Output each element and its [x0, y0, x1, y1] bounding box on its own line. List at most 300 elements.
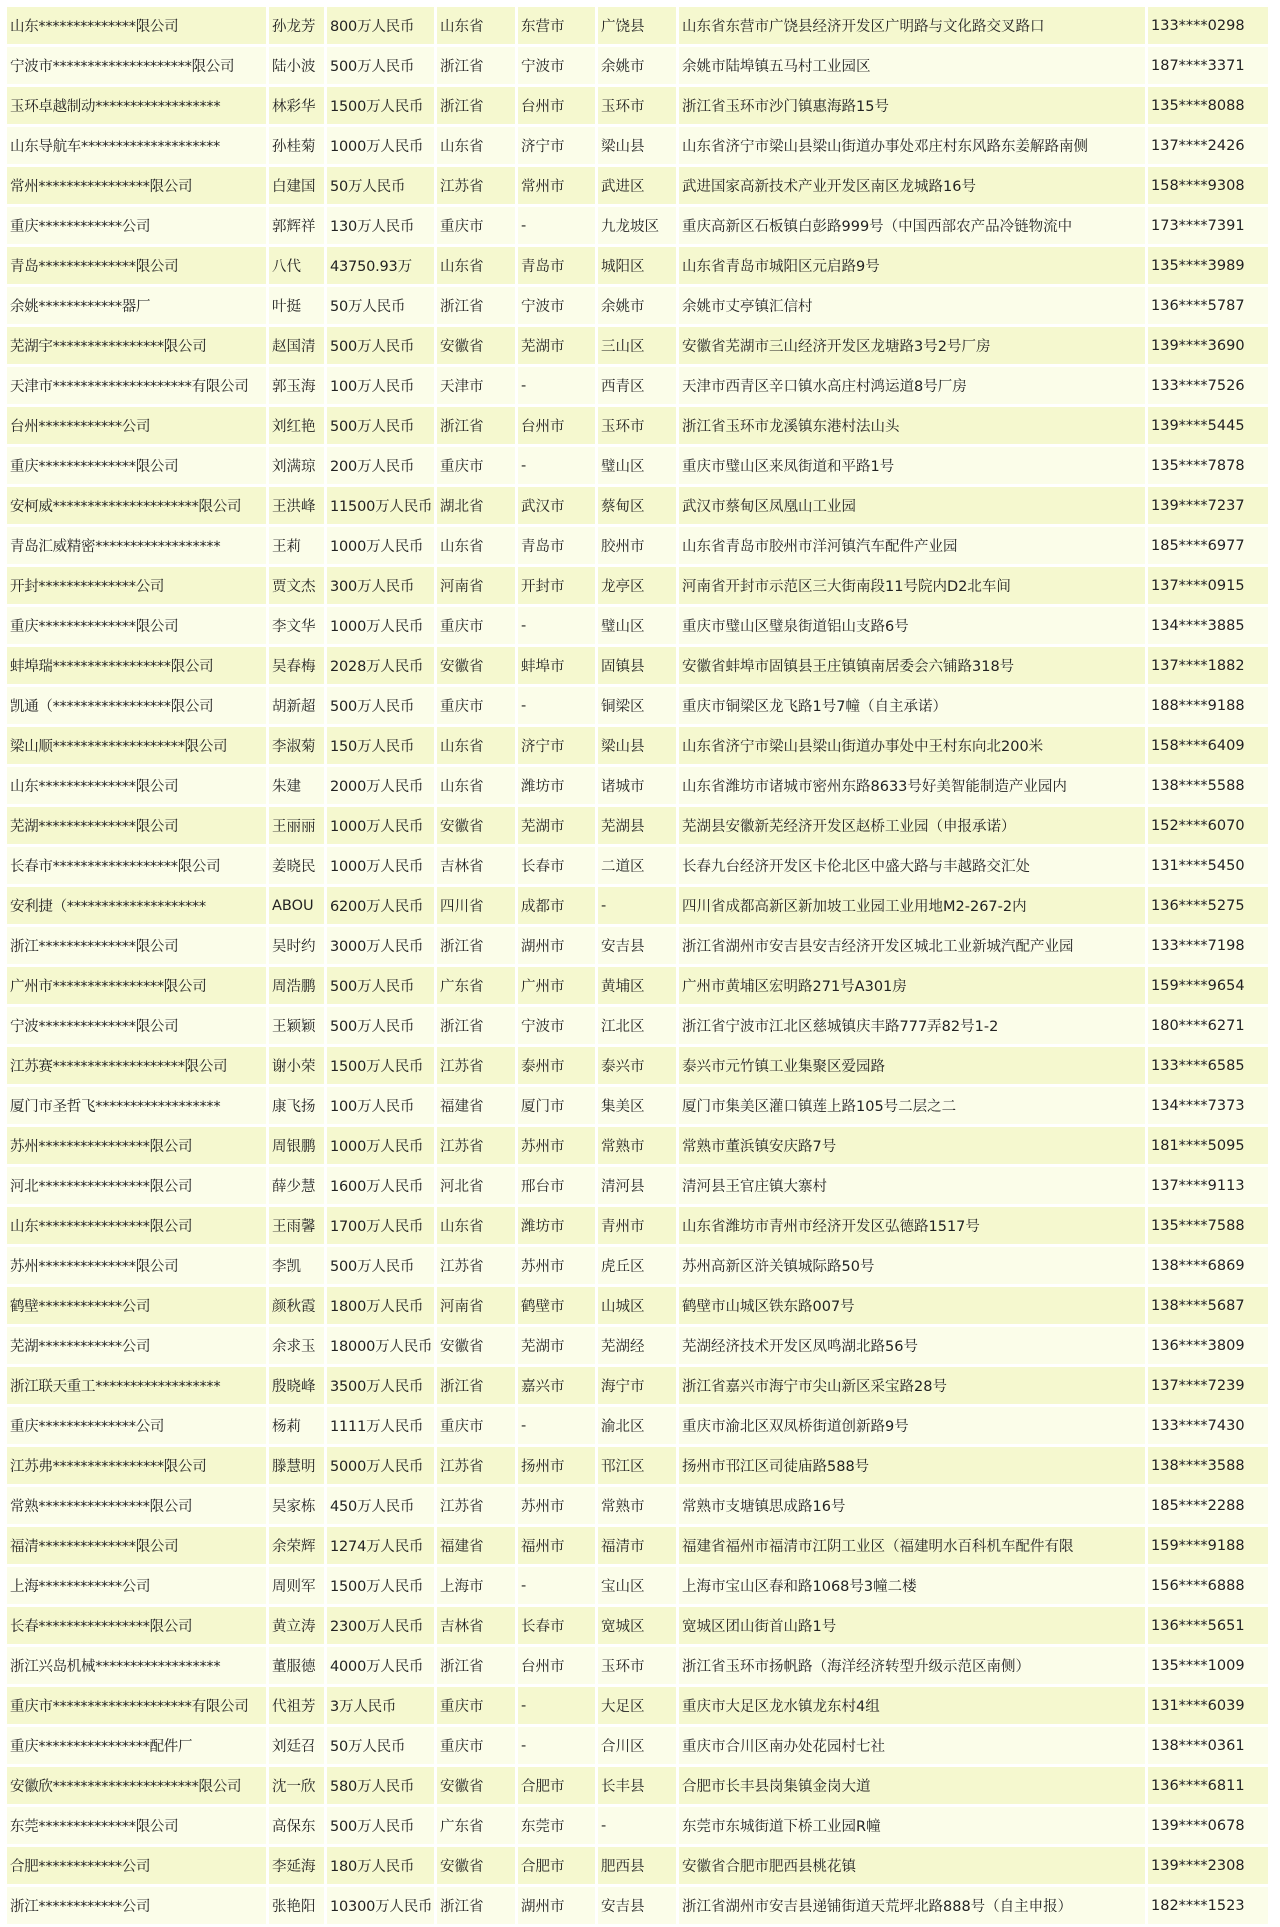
legal-person-cell: 薛少慧	[269, 1167, 324, 1204]
address-cell: 重庆市渝北区双凤桥街道创新路9号	[679, 1407, 1145, 1444]
district-cell: 武进区	[598, 167, 676, 204]
phone-cell: 137****0915	[1148, 567, 1268, 604]
address-cell: 浙江省玉环市沙门镇惠海路15号	[679, 87, 1145, 124]
company-cell: 青岛汇威精密******************	[7, 527, 266, 564]
table-row	[7, 447, 1268, 484]
district-cell: 三山区	[598, 327, 676, 364]
legal-person-cell: 叶挺	[269, 287, 324, 324]
address-cell: 东莞市东城街道下桥工业园R幢	[679, 1807, 1145, 1844]
district-cell: 青州市	[598, 1207, 676, 1244]
city-cell: 长春市	[518, 1607, 595, 1644]
phone-cell: 135****1009	[1148, 1647, 1268, 1684]
registered-capital-cell: 2028万人民币	[327, 647, 434, 684]
legal-person-cell: 杨莉	[269, 1407, 324, 1444]
phone-cell: 136****5651	[1148, 1607, 1268, 1644]
table-row	[7, 1287, 1268, 1324]
table-row	[7, 487, 1268, 524]
company-cell: 芜湖宇****************限公司	[7, 327, 266, 364]
table-row	[7, 887, 1268, 924]
table-body	[7, 7, 1268, 1924]
legal-person-cell: 王洪峰	[269, 487, 324, 524]
company-cell: 山东导航车********************	[7, 127, 266, 164]
registered-capital-cell: 2000万人民币	[327, 767, 434, 804]
registered-capital-cell: 500万人民币	[327, 47, 434, 84]
phone-cell: 138****5687	[1148, 1287, 1268, 1324]
registered-capital-cell: 3500万人民币	[327, 1367, 434, 1404]
company-cell: 芜湖************公司	[7, 1327, 266, 1364]
province-cell: 山东省	[437, 127, 515, 164]
province-cell: 山东省	[437, 767, 515, 804]
registered-capital-cell: 1500万人民币	[327, 1567, 434, 1604]
registered-capital-cell: 100万人民币	[327, 367, 434, 404]
registered-capital-cell: 1500万人民币	[327, 87, 434, 124]
phone-cell: 138****3588	[1148, 1447, 1268, 1484]
city-cell: 青岛市	[518, 247, 595, 284]
company-cell: 长春市******************限公司	[7, 847, 266, 884]
phone-cell: 134****3885	[1148, 607, 1268, 644]
address-cell: 天津市西青区辛口镇水高庄村鸿运道8号厂房	[679, 367, 1145, 404]
district-cell: 芜湖经	[598, 1327, 676, 1364]
city-cell: 苏州市	[518, 1247, 595, 1284]
province-cell: 江苏省	[437, 1127, 515, 1164]
table-row	[7, 1567, 1268, 1604]
city-cell: 台州市	[518, 1647, 595, 1684]
table-row	[7, 967, 1268, 1004]
legal-person-cell: 王雨馨	[269, 1207, 324, 1244]
city-cell: 厦门市	[518, 1087, 595, 1124]
company-cell: 台州************公司	[7, 407, 266, 444]
table-row	[7, 1767, 1268, 1804]
registered-capital-cell: 1274万人民币	[327, 1527, 434, 1564]
table-row	[7, 287, 1268, 324]
company-cell: 开封**************公司	[7, 567, 266, 604]
address-cell: 扬州市邗江区司徒庙路588号	[679, 1447, 1145, 1484]
registered-capital-cell: 2300万人民币	[327, 1607, 434, 1644]
legal-person-cell: 吴时约	[269, 927, 324, 964]
address-cell: 浙江省嘉兴市海宁市尖山新区采宝路28号	[679, 1367, 1145, 1404]
district-cell: 渝北区	[598, 1407, 676, 1444]
company-cell: 山东**************限公司	[7, 767, 266, 804]
address-cell: 余姚市陆埠镇五马村工业园区	[679, 47, 1145, 84]
city-cell: 湖州市	[518, 1887, 595, 1924]
address-cell: 重庆市璧山区来凤街道和平路1号	[679, 447, 1145, 484]
legal-person-cell: 黄立涛	[269, 1607, 324, 1644]
legal-person-cell: 李凯	[269, 1247, 324, 1284]
table-row	[7, 647, 1268, 684]
city-cell: 潍坊市	[518, 1207, 595, 1244]
registered-capital-cell: 500万人民币	[327, 1007, 434, 1044]
phone-cell: 131****6039	[1148, 1687, 1268, 1724]
city-cell: 潍坊市	[518, 767, 595, 804]
city-cell: 嘉兴市	[518, 1367, 595, 1404]
province-cell: 浙江省	[437, 1887, 515, 1924]
legal-person-cell: 李淑菊	[269, 727, 324, 764]
registered-capital-cell: 1000万人民币	[327, 1127, 434, 1164]
phone-cell: 138****0361	[1148, 1727, 1268, 1764]
district-cell: 固镇县	[598, 647, 676, 684]
province-cell: 重庆市	[437, 687, 515, 724]
address-cell: 重庆高新区石板镇白彭路999号（中国西部农产品冷链物流中	[679, 207, 1145, 244]
registered-capital-cell: 150万人民币	[327, 727, 434, 764]
legal-person-cell: 八代	[269, 247, 324, 284]
city-cell: 台州市	[518, 407, 595, 444]
company-cell: 长春****************限公司	[7, 1607, 266, 1644]
city-cell: -	[518, 367, 595, 404]
company-cell: 福清**************限公司	[7, 1527, 266, 1564]
registered-capital-cell: 6200万人民币	[327, 887, 434, 924]
province-cell: 江苏省	[437, 1247, 515, 1284]
company-cell: 厦门市圣哲飞******************	[7, 1087, 266, 1124]
company-cell: 重庆************公司	[7, 207, 266, 244]
province-cell: 四川省	[437, 887, 515, 924]
phone-cell: 138****6869	[1148, 1247, 1268, 1284]
district-cell: 铜梁区	[598, 687, 676, 724]
phone-cell: 133****0298	[1148, 7, 1268, 44]
district-cell: 大足区	[598, 1687, 676, 1724]
table-row	[7, 927, 1268, 964]
address-cell: 安徽省芜湖市三山经济开发区龙塘路3号2号厂房	[679, 327, 1145, 364]
district-cell: 龙亭区	[598, 567, 676, 604]
province-cell: 安徽省	[437, 807, 515, 844]
province-cell: 浙江省	[437, 407, 515, 444]
address-cell: 山东省潍坊市青州市经济开发区弘德路1517号	[679, 1207, 1145, 1244]
district-cell: 余姚市	[598, 287, 676, 324]
company-cell: 江苏赛*******************限公司	[7, 1047, 266, 1084]
table-row	[7, 567, 1268, 604]
table-row	[7, 727, 1268, 764]
legal-person-cell: 白建国	[269, 167, 324, 204]
registered-capital-cell: 450万人民币	[327, 1487, 434, 1524]
table-row	[7, 167, 1268, 204]
district-cell: 虎丘区	[598, 1247, 676, 1284]
phone-cell: 133****7526	[1148, 367, 1268, 404]
company-cell: 天津市********************有限公司	[7, 367, 266, 404]
district-cell: 璧山区	[598, 607, 676, 644]
company-cell: 芜湖**************限公司	[7, 807, 266, 844]
registered-capital-cell: 3000万人民币	[327, 927, 434, 964]
legal-person-cell: 吴家栋	[269, 1487, 324, 1524]
registered-capital-cell: 580万人民币	[327, 1767, 434, 1804]
phone-cell: 185****2288	[1148, 1487, 1268, 1524]
address-cell: 山东省潍坊市诸城市密州东路8633号好美智能制造产业园内	[679, 767, 1145, 804]
phone-cell: 158****6409	[1148, 727, 1268, 764]
table-row	[7, 687, 1268, 724]
address-cell: 芜湖经济技术开发区凤鸣湖北路56号	[679, 1327, 1145, 1364]
company-cell: 重庆**************限公司	[7, 607, 266, 644]
phone-cell: 159****9654	[1148, 967, 1268, 1004]
registered-capital-cell: 10300万人民币	[327, 1887, 434, 1924]
address-cell: 山东省济宁市梁山县梁山街道办事处中王村东向北200米	[679, 727, 1145, 764]
legal-person-cell: 王颖颖	[269, 1007, 324, 1044]
phone-cell: 135****3989	[1148, 247, 1268, 284]
phone-cell: 137****1882	[1148, 647, 1268, 684]
address-cell: 苏州高新区浒关镇城际路50号	[679, 1247, 1145, 1284]
company-cell: 合肥************公司	[7, 1847, 266, 1884]
province-cell: 河南省	[437, 567, 515, 604]
district-cell: 玉环市	[598, 1647, 676, 1684]
province-cell: 山东省	[437, 7, 515, 44]
city-cell: 宁波市	[518, 1007, 595, 1044]
legal-person-cell: 孙龙芳	[269, 7, 324, 44]
city-cell: -	[518, 1687, 595, 1724]
phone-cell: 139****7237	[1148, 487, 1268, 524]
city-cell: -	[518, 207, 595, 244]
company-cell: 苏州**************限公司	[7, 1247, 266, 1284]
registered-capital-cell: 800万人民币	[327, 7, 434, 44]
city-cell: 苏州市	[518, 1487, 595, 1524]
company-cell: 安徽欣*********************限公司	[7, 1767, 266, 1804]
registered-capital-cell: 130万人民币	[327, 207, 434, 244]
legal-person-cell: 李延海	[269, 1847, 324, 1884]
address-cell: 山东省济宁市梁山县梁山街道办事处邓庄村东风路东姜解路南侧	[679, 127, 1145, 164]
city-cell: 芜湖市	[518, 807, 595, 844]
address-cell: 清河县王官庄镇大寨村	[679, 1167, 1145, 1204]
province-cell: 福建省	[437, 1087, 515, 1124]
address-cell: 长春九台经济开发区卡伦北区中盛大路与丰越路交汇处	[679, 847, 1145, 884]
province-cell: 浙江省	[437, 1007, 515, 1044]
legal-person-cell: 谢小荣	[269, 1047, 324, 1084]
company-cell: 安利捷（********************	[7, 887, 266, 924]
company-cell: 玉环卓越制动******************	[7, 87, 266, 124]
province-cell: 浙江省	[437, 47, 515, 84]
province-cell: 重庆市	[437, 1407, 515, 1444]
phone-cell: 135****8088	[1148, 87, 1268, 124]
province-cell: 江苏省	[437, 1447, 515, 1484]
address-cell: 泰兴市元竹镇工业集聚区爱园路	[679, 1047, 1145, 1084]
company-cell: 凯通（*****************限公司	[7, 687, 266, 724]
phone-cell: 136****5275	[1148, 887, 1268, 924]
city-cell: 成都市	[518, 887, 595, 924]
city-cell: 武汉市	[518, 487, 595, 524]
address-cell: 浙江省湖州市安吉县递铺街道天荒坪北路888号（自主申报）	[679, 1887, 1145, 1924]
registered-capital-cell: 18000万人民币	[327, 1327, 434, 1364]
city-cell: 苏州市	[518, 1127, 595, 1164]
table-row	[7, 1527, 1268, 1564]
legal-person-cell: 周银鹏	[269, 1127, 324, 1164]
province-cell: 湖北省	[437, 487, 515, 524]
legal-person-cell: 王丽丽	[269, 807, 324, 844]
registered-capital-cell: 500万人民币	[327, 327, 434, 364]
district-cell: 泰兴市	[598, 1047, 676, 1084]
company-cell: 东莞**************限公司	[7, 1807, 266, 1844]
registered-capital-cell: 1000万人民币	[327, 847, 434, 884]
company-cell: 安柯威*********************限公司	[7, 487, 266, 524]
address-cell: 福建省福州市福清市江阴工业区（福建明水百科机车配件有限	[679, 1527, 1145, 1564]
registered-capital-cell: 100万人民币	[327, 1087, 434, 1124]
table-row	[7, 1727, 1268, 1764]
legal-person-cell: 朱建	[269, 767, 324, 804]
address-cell: 山东省青岛市胶州市洋河镇汽车配件产业园	[679, 527, 1145, 564]
phone-cell: 139****3690	[1148, 327, 1268, 364]
registered-capital-cell: 50万人民币	[327, 1727, 434, 1764]
company-cell: 浙江兴岛机械******************	[7, 1647, 266, 1684]
registered-capital-cell: 1800万人民币	[327, 1287, 434, 1324]
table-row	[7, 87, 1268, 124]
registered-capital-cell: 50万人民币	[327, 287, 434, 324]
legal-person-cell: 林彩华	[269, 87, 324, 124]
registered-capital-cell: 500万人民币	[327, 407, 434, 444]
city-cell: 常州市	[518, 167, 595, 204]
legal-person-cell: 胡新超	[269, 687, 324, 724]
phone-cell: 134****7373	[1148, 1087, 1268, 1124]
province-cell: 江苏省	[437, 1047, 515, 1084]
address-cell: 安徽省蚌埠市固镇县王庄镇镇南居委会六铺路318号	[679, 647, 1145, 684]
phone-cell: 152****6070	[1148, 807, 1268, 844]
province-cell: 上海市	[437, 1567, 515, 1604]
city-cell: 芜湖市	[518, 1327, 595, 1364]
province-cell: 浙江省	[437, 927, 515, 964]
table-row	[7, 1407, 1268, 1444]
company-cell: 山东****************限公司	[7, 1207, 266, 1244]
city-cell: 蚌埠市	[518, 647, 595, 684]
city-cell: 济宁市	[518, 127, 595, 164]
company-cell: 山东**************限公司	[7, 7, 266, 44]
province-cell: 浙江省	[437, 1367, 515, 1404]
company-cell: 梁山顺*******************限公司	[7, 727, 266, 764]
address-cell: 余姚市丈亭镇汇信村	[679, 287, 1145, 324]
table-row	[7, 247, 1268, 284]
company-cell: 浙江联天重工******************	[7, 1367, 266, 1404]
table-row	[7, 1447, 1268, 1484]
legal-person-cell: 董服德	[269, 1647, 324, 1684]
table-row	[7, 807, 1268, 844]
address-cell: 常熟市董浜镇安庆路7号	[679, 1127, 1145, 1164]
company-cell: 鹤壁************公司	[7, 1287, 266, 1324]
registered-capital-cell: 1111万人民币	[327, 1407, 434, 1444]
district-cell: 福清市	[598, 1527, 676, 1564]
legal-person-cell: 刘廷召	[269, 1727, 324, 1764]
district-cell: 邗江区	[598, 1447, 676, 1484]
district-cell: 集美区	[598, 1087, 676, 1124]
registered-capital-cell: 1600万人民币	[327, 1167, 434, 1204]
phone-cell: 135****7878	[1148, 447, 1268, 484]
district-cell: 胶州市	[598, 527, 676, 564]
province-cell: 吉林省	[437, 847, 515, 884]
legal-person-cell: 郭辉祥	[269, 207, 324, 244]
company-cell: 蚌埠瑞*****************限公司	[7, 647, 266, 684]
legal-person-cell: 余求玉	[269, 1327, 324, 1364]
table-row	[7, 1127, 1268, 1164]
table-row	[7, 1087, 1268, 1124]
address-cell: 武汉市蔡甸区凤凰山工业园	[679, 487, 1145, 524]
registered-capital-cell: 5000万人民币	[327, 1447, 434, 1484]
company-cell: 常州****************限公司	[7, 167, 266, 204]
city-cell: 开封市	[518, 567, 595, 604]
province-cell: 安徽省	[437, 647, 515, 684]
company-cell: 江苏弗****************限公司	[7, 1447, 266, 1484]
legal-person-cell: 李文华	[269, 607, 324, 644]
address-cell: 芜湖县安徽新芜经济开发区赵桥工业园（申报承诺）	[679, 807, 1145, 844]
city-cell: -	[518, 687, 595, 724]
address-cell: 合肥市长丰县岗集镇金岗大道	[679, 1767, 1145, 1804]
table-row	[7, 607, 1268, 644]
address-cell: 安徽省合肥市肥西县桃花镇	[679, 1847, 1145, 1884]
address-cell: 上海市宝山区春和路1068号3幢二楼	[679, 1567, 1145, 1604]
registered-capital-cell: 1700万人民币	[327, 1207, 434, 1244]
legal-person-cell: 康飞扬	[269, 1087, 324, 1124]
company-table	[4, 4, 1271, 1927]
district-cell: 玉环市	[598, 407, 676, 444]
legal-person-cell: 王莉	[269, 527, 324, 564]
phone-cell: 181****5095	[1148, 1127, 1268, 1164]
city-cell: -	[518, 1567, 595, 1604]
legal-person-cell: 张艳阳	[269, 1887, 324, 1924]
province-cell: 安徽省	[437, 1847, 515, 1884]
province-cell: 广东省	[437, 967, 515, 1004]
province-cell: 江苏省	[437, 1487, 515, 1524]
phone-cell: 139****2308	[1148, 1847, 1268, 1884]
address-cell: 武进国家高新技术产业开发区南区龙城路16号	[679, 167, 1145, 204]
district-cell: 常熟市	[598, 1487, 676, 1524]
registered-capital-cell: 1000万人民币	[327, 527, 434, 564]
province-cell: 重庆市	[437, 1727, 515, 1764]
province-cell: 重庆市	[437, 1687, 515, 1724]
city-cell: 宁波市	[518, 287, 595, 324]
phone-cell: 137****7239	[1148, 1367, 1268, 1404]
city-cell: 福州市	[518, 1527, 595, 1564]
city-cell: 东营市	[518, 7, 595, 44]
city-cell: 宁波市	[518, 47, 595, 84]
table-row	[7, 527, 1268, 564]
address-cell: 重庆市大足区龙水镇龙东村4组	[679, 1687, 1145, 1724]
province-cell: 重庆市	[437, 207, 515, 244]
city-cell: -	[518, 447, 595, 484]
legal-person-cell: 刘满琼	[269, 447, 324, 484]
district-cell: 玉环市	[598, 87, 676, 124]
phone-cell: 159****9188	[1148, 1527, 1268, 1564]
registered-capital-cell: 1000万人民币	[327, 127, 434, 164]
district-cell: 诸城市	[598, 767, 676, 804]
registered-capital-cell: 500万人民币	[327, 1247, 434, 1284]
table-row	[7, 1847, 1268, 1884]
table-row	[7, 1047, 1268, 1084]
city-cell: 合肥市	[518, 1847, 595, 1884]
legal-person-cell: 周浩鹏	[269, 967, 324, 1004]
company-cell: 上海************公司	[7, 1567, 266, 1604]
city-cell: 广州市	[518, 967, 595, 1004]
province-cell: 福建省	[437, 1527, 515, 1564]
phone-cell: 139****0678	[1148, 1807, 1268, 1844]
phone-cell: 187****3371	[1148, 47, 1268, 84]
table-row	[7, 1247, 1268, 1284]
district-cell: 清河县	[598, 1167, 676, 1204]
legal-person-cell: 陆小波	[269, 47, 324, 84]
registered-capital-cell: 180万人民币	[327, 1847, 434, 1884]
district-cell: 安吉县	[598, 1887, 676, 1924]
company-cell: 重庆市********************有限公司	[7, 1687, 266, 1724]
legal-person-cell: 孙桂菊	[269, 127, 324, 164]
table-row	[7, 327, 1268, 364]
company-cell: 重庆**************限公司	[7, 447, 266, 484]
city-cell: -	[518, 1727, 595, 1764]
registered-capital-cell: 1500万人民币	[327, 1047, 434, 1084]
province-cell: 广东省	[437, 1807, 515, 1844]
table-row	[7, 1887, 1268, 1924]
district-cell: 梁山县	[598, 127, 676, 164]
province-cell: 江苏省	[437, 167, 515, 204]
registered-capital-cell: 4000万人民币	[327, 1647, 434, 1684]
address-cell: 浙江省玉环市龙溪镇东港村法山头	[679, 407, 1145, 444]
address-cell: 重庆市铜梁区龙飞路1号7幢（自主承诺）	[679, 687, 1145, 724]
city-cell: 泰州市	[518, 1047, 595, 1084]
table-row	[7, 1207, 1268, 1244]
province-cell: 河南省	[437, 1287, 515, 1324]
table-row	[7, 407, 1268, 444]
registered-capital-cell: 3万人民币	[327, 1687, 434, 1724]
table-row	[7, 7, 1268, 44]
phone-cell: 133****7198	[1148, 927, 1268, 964]
legal-person-cell: 姜晓民	[269, 847, 324, 884]
